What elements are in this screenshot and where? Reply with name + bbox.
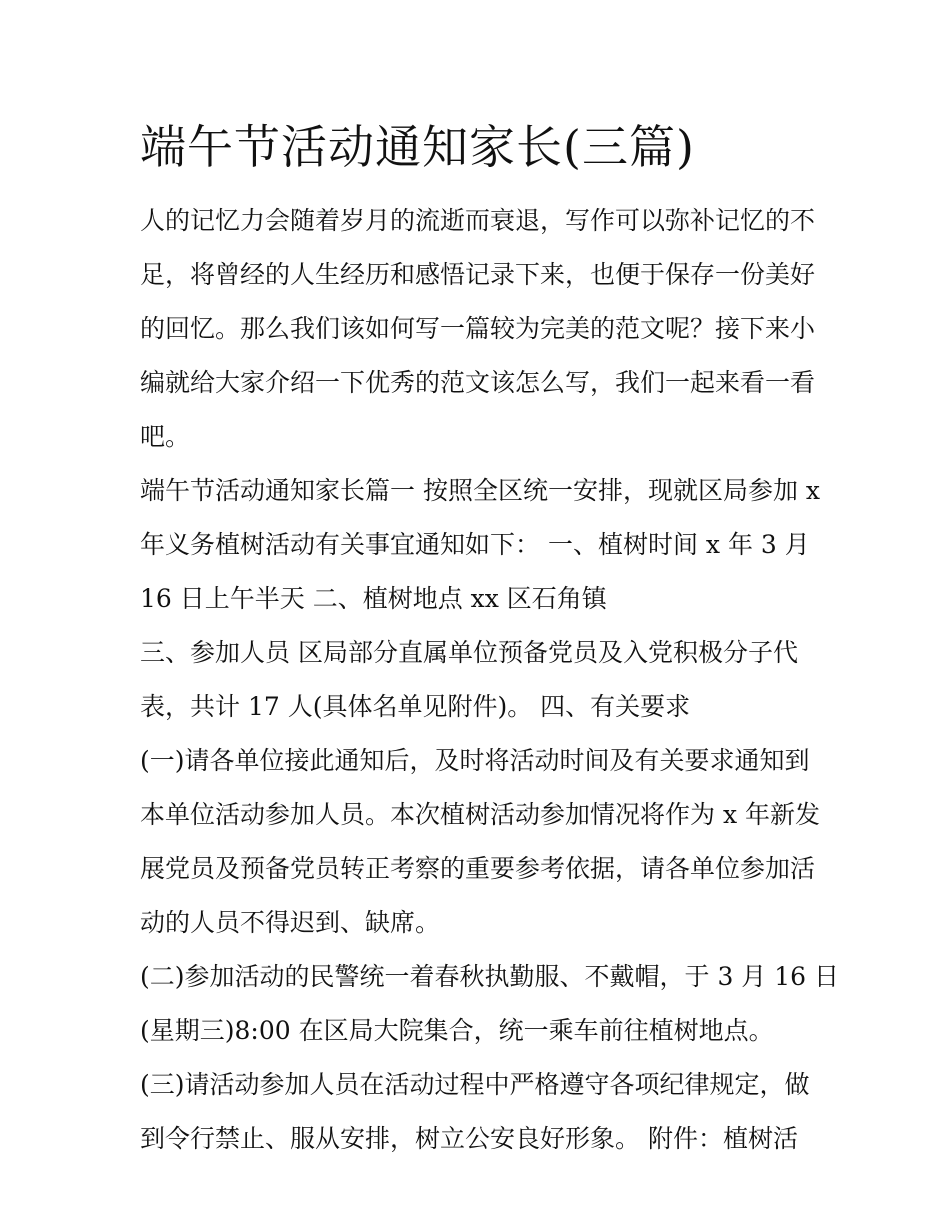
- body-line: 年义务植树活动有关事宜通知如下： 一、植树时间 x 年 3 月: [140, 530, 810, 559]
- body-line: 到令行禁止、服从安排，树立公安良好形象。 附件：植树活: [140, 1124, 798, 1153]
- body-line: 表，共计 17 人(具体名单见附件)。 四、有关要求: [140, 692, 691, 721]
- body-line: 三、参加人员 区局部分直属单位预备党员及入党积极分子代: [140, 638, 798, 667]
- body-line: (三)请活动参加人员在活动过程中严格遵守各项纪律规定，做: [140, 1070, 810, 1099]
- body-line: 本单位活动参加人员。本次植树活动参加情况将作为 x 年新发: [140, 800, 820, 829]
- body-line: 展党员及预备党员转正考察的重要参考依据，请各单位参加活: [140, 854, 816, 883]
- body-line: 的回忆。那么我们该如何写一篇较为完美的范文呢？接下来小: [140, 314, 816, 343]
- body-line: 端午节活动通知家长篇一 按照全区统一安排，现就区局参加 x: [140, 476, 820, 505]
- document-body: [140, 194, 840, 1166]
- body-line: 动的人员不得迟到、缺席。: [140, 908, 441, 937]
- body-line: (一)请各单位接此通知后，及时将活动时间及有关要求通知到: [140, 746, 810, 775]
- body-line: (星期三)8:00 在区局大院集合，统一乘车前往植树地点。: [140, 1016, 774, 1045]
- document-title: 端午节活动通知家长(三篇): [140, 120, 695, 174]
- body-line: 足，将曾经的人生经历和感悟记录下来，也便于保存一份美好: [140, 260, 816, 289]
- body-line: 人的记忆力会随着岁月的流逝而衰退，写作可以弥补记忆的不: [140, 206, 816, 235]
- body-line: 吧。: [140, 422, 191, 451]
- body-line: 编就给大家介绍一下优秀的范文该怎么写，我们一起来看一看: [140, 368, 816, 397]
- body-line: 16 日上午半天 二、植树地点 xx 区石角镇: [140, 584, 607, 613]
- body-line: (二)参加活动的民警统一着春秋执勤服、不戴帽，于 3 月 16 日: [140, 962, 840, 991]
